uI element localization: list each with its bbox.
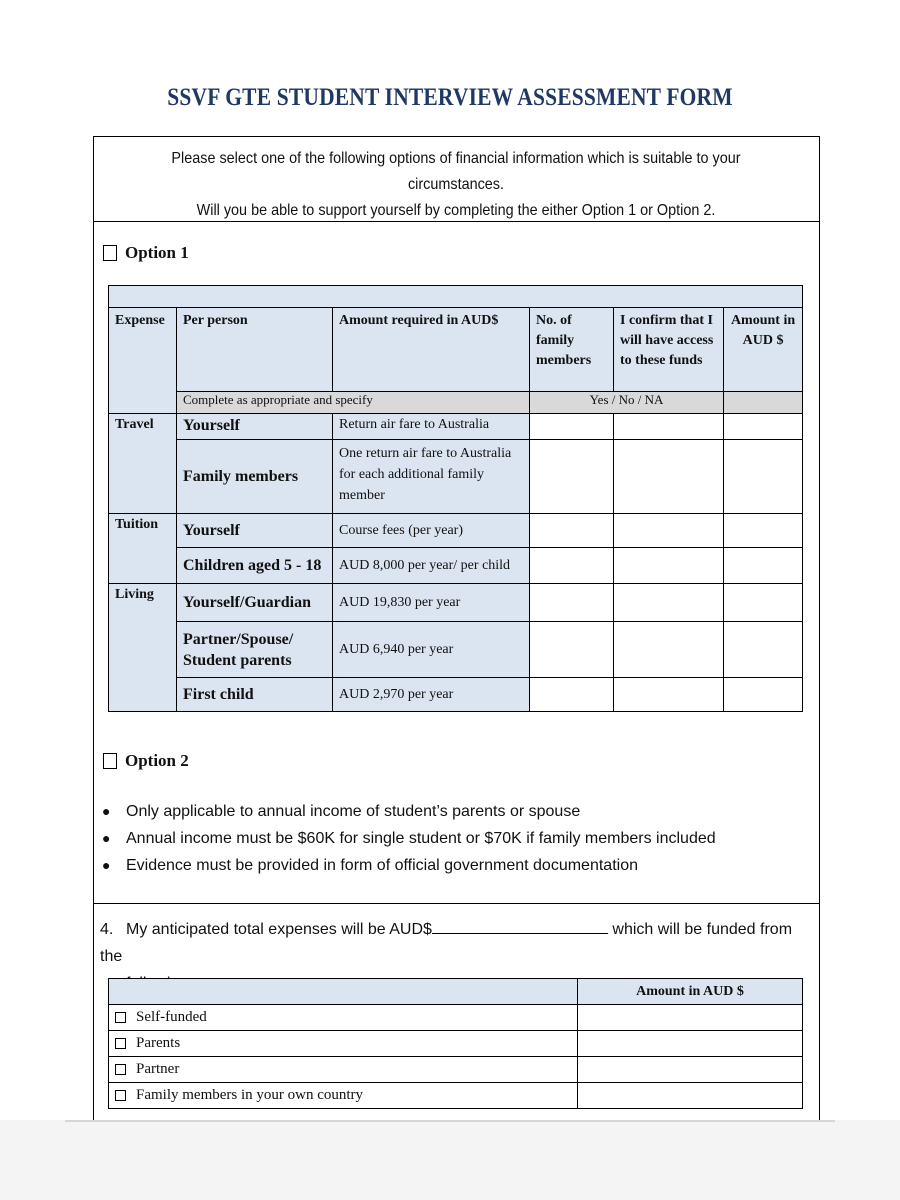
source-label: Parents	[136, 1035, 181, 1051]
source-label: Partner	[136, 1061, 180, 1077]
table-row	[109, 1057, 803, 1083]
amount-required-cell: AUD 19,830 per year	[333, 584, 530, 622]
family-members-input[interactable]	[530, 514, 614, 548]
header-per-person: Per person	[177, 308, 333, 392]
per-person-cell: Yourself	[177, 514, 333, 548]
source-label: Self-funded	[136, 1009, 207, 1025]
amount-required-cell: Course fees (per year)	[333, 514, 530, 548]
intro-line-1: Please select one of the following options of financial information which is suitable to your circumstances.	[171, 150, 741, 193]
option-1[interactable]	[103, 243, 189, 263]
amount-input[interactable]	[724, 584, 803, 622]
per-person-cell: Family members	[177, 440, 333, 514]
per-person-cell: Yourself	[177, 414, 333, 440]
yes-no-na-instruction: Yes / No / NA	[530, 392, 724, 414]
table-subheader-row	[109, 392, 803, 414]
table-row	[109, 414, 803, 440]
per-person-cell: Children aged 5 - 18	[177, 548, 333, 584]
confirm-input[interactable]	[614, 678, 724, 712]
list-item	[102, 852, 716, 879]
amount-input[interactable]	[724, 514, 803, 548]
amount-input[interactable]	[578, 1031, 803, 1057]
bullet-icon: ●	[102, 857, 111, 873]
table-row	[109, 584, 803, 622]
source-self-funded[interactable]	[109, 1005, 578, 1031]
question-text: My anticipated total expenses will be AUD$	[126, 921, 432, 938]
blank-header-cell	[109, 979, 578, 1005]
header-confirm: I confirm that I will have access to these funds	[614, 308, 724, 392]
category-tuition: Tuition	[109, 514, 177, 584]
amount-input[interactable]	[724, 440, 803, 514]
per-person-cell: First child	[177, 678, 333, 712]
confirm-input[interactable]	[614, 514, 724, 548]
table-header-row	[109, 308, 803, 392]
table-row	[109, 1031, 803, 1057]
option-1-label: Option 1	[125, 243, 189, 262]
bullet-icon: ●	[102, 803, 111, 819]
table-row	[109, 678, 803, 712]
source-family-members[interactable]	[109, 1083, 578, 1109]
table-row	[109, 1005, 803, 1031]
bullet-text: Evidence must be provided in form of official government documentation	[126, 857, 638, 874]
header-amount-aud: Amount in AUD $	[724, 308, 803, 392]
source-parents[interactable]	[109, 1031, 578, 1057]
checkbox-icon[interactable]	[115, 1090, 126, 1101]
confirm-input[interactable]	[614, 548, 724, 584]
total-expenses-input[interactable]	[432, 919, 608, 934]
option-2-checkbox[interactable]	[103, 753, 117, 769]
option-2[interactable]	[103, 751, 189, 771]
intro-text	[132, 146, 780, 224]
list-item	[102, 798, 716, 825]
complete-instruction: Complete as appropriate and specify	[177, 392, 530, 414]
header-family-members: No. of family members	[530, 308, 614, 392]
amount-input[interactable]	[578, 1057, 803, 1083]
category-travel: Travel	[109, 414, 177, 514]
checkbox-icon[interactable]	[115, 1012, 126, 1023]
divider	[93, 903, 820, 904]
bullet-text: Annual income must be $60K for single student or $70K if family members included	[126, 830, 716, 847]
amount-required-cell: Return air fare to Australia	[333, 414, 530, 440]
option-2-label: Option 2	[125, 751, 189, 770]
table-row	[109, 440, 803, 514]
per-person-cell: Partner/Spouse/ Student parents	[177, 622, 333, 678]
amount-input[interactable]	[724, 678, 803, 712]
page-edge	[65, 1120, 835, 1122]
amount-input[interactable]	[724, 414, 803, 440]
category-living: Living	[109, 584, 177, 712]
amount-required-cell: AUD 8,000 per year/ per child	[333, 548, 530, 584]
table-row	[109, 286, 803, 308]
confirm-input[interactable]	[614, 622, 724, 678]
option-2-conditions	[102, 798, 716, 879]
list-item	[102, 825, 716, 852]
table-row	[109, 622, 803, 678]
amount-required-cell: AUD 2,970 per year	[333, 678, 530, 712]
header-amount-required: Amount required in AUD$	[333, 308, 530, 392]
table-row	[109, 1083, 803, 1109]
question-text-continued: which will be funded from the	[100, 921, 793, 965]
amount-required-cell: One return air fare to Australia for each additional family member	[333, 440, 530, 514]
family-members-input[interactable]	[530, 584, 614, 622]
bullet-text: Only applicable to annual income of student’s parents or spouse	[126, 803, 581, 820]
family-members-input[interactable]	[530, 440, 614, 514]
family-members-input[interactable]	[530, 678, 614, 712]
per-person-cell: Yourself/Guardian	[177, 584, 333, 622]
table-top-band	[109, 286, 803, 308]
confirm-input[interactable]	[614, 584, 724, 622]
intro-line-2: Will you be able to support yourself by completing the either Option 1 or Option 2.	[196, 202, 716, 219]
amount-input[interactable]	[578, 1005, 803, 1031]
amount-required-cell: AUD 6,940 per year	[333, 622, 530, 678]
confirm-input[interactable]	[614, 440, 724, 514]
table-row	[109, 514, 803, 548]
amount-input[interactable]	[724, 622, 803, 678]
header-expense: Expense	[109, 308, 177, 414]
table-row	[109, 548, 803, 584]
blank-cell	[724, 392, 803, 414]
confirm-input[interactable]	[614, 414, 724, 440]
form-title: SSVF GTE STUDENT INTERVIEW ASSESSMENT FORM	[167, 84, 733, 111]
family-members-input[interactable]	[530, 622, 614, 678]
family-members-input[interactable]	[530, 414, 614, 440]
amount-input[interactable]	[578, 1083, 803, 1109]
question-number: 4.	[100, 921, 114, 938]
amount-input[interactable]	[724, 548, 803, 584]
family-members-input[interactable]	[530, 548, 614, 584]
checkbox-icon[interactable]	[115, 1064, 126, 1075]
option-1-table	[108, 285, 803, 712]
bullet-icon: ●	[102, 830, 111, 846]
source-label: Family members in your own country	[136, 1087, 364, 1103]
source-partner[interactable]	[109, 1057, 578, 1083]
option-1-checkbox[interactable]	[103, 245, 117, 261]
checkbox-icon[interactable]	[115, 1038, 126, 1049]
funding-sources-table	[108, 978, 803, 1109]
table-header-row	[109, 979, 803, 1005]
header-amount-aud: Amount in AUD $	[578, 979, 803, 1005]
